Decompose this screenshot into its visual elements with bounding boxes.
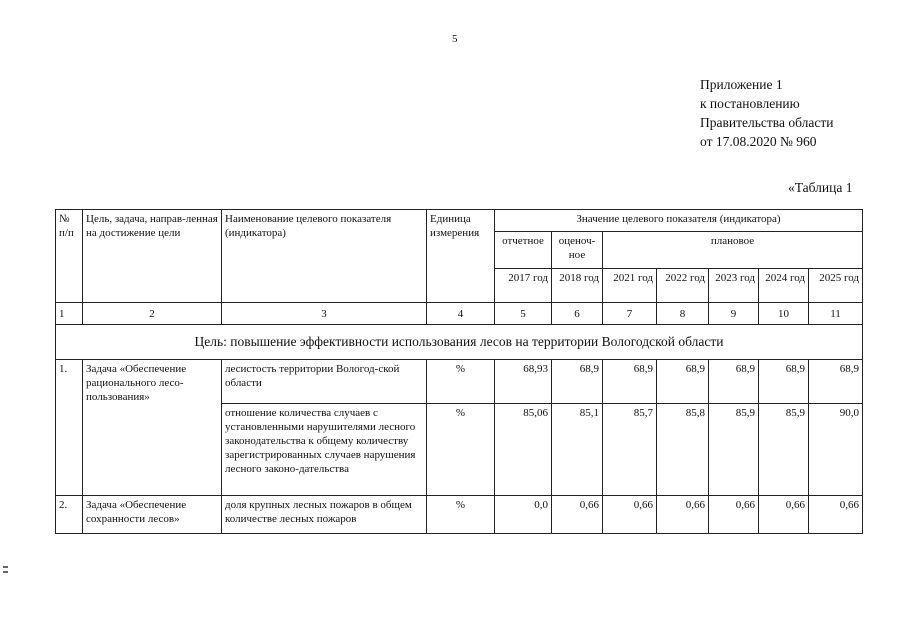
task-name: Задача «Обеспечение сохранности лесов»	[83, 496, 222, 534]
indicator-value: 85,06	[495, 404, 552, 496]
goal-text: Цель: повышение эффективности использования лесов на территории Вологодской области	[56, 325, 863, 360]
task-number: 2.	[56, 496, 83, 534]
indicator-value: 68,9	[759, 360, 809, 404]
appendix-line: от 17.08.2020 № 960	[700, 134, 817, 149]
column-number: 5	[495, 303, 552, 325]
indicator-value: 68,9	[552, 360, 603, 404]
indicator-value: 68,9	[603, 360, 657, 404]
indicator-name: отношение количества случаев с установленными нарушителями лесного законодательства к общему количеству зарегистрированных случаев нарушения лесного законо-дательства	[222, 404, 427, 496]
goal-row	[56, 325, 863, 360]
indicator-value: 85,9	[709, 404, 759, 496]
indicator-unit: %	[427, 496, 495, 534]
indicator-value: 85,7	[603, 404, 657, 496]
task-name: Задача «Обеспечение рационального лесо-пользования»	[83, 360, 222, 496]
indicator-unit: %	[427, 360, 495, 404]
indicator-value: 90,0	[809, 404, 863, 496]
column-number: 2	[83, 303, 222, 325]
indicator-value: 0,66	[809, 496, 863, 534]
header-year: 2024 год	[759, 269, 809, 303]
column-number: 9	[709, 303, 759, 325]
table-row	[56, 496, 863, 534]
indicator-value: 0,66	[603, 496, 657, 534]
indicator-value: 85,9	[759, 404, 809, 496]
header-goal: Цель, задача, направ-ленная на достижение цели	[83, 210, 222, 303]
indicator-value: 0,0	[495, 496, 552, 534]
table-row	[56, 360, 863, 404]
indicator-value: 0,66	[759, 496, 809, 534]
column-number: 4	[427, 303, 495, 325]
indicator-unit: %	[427, 404, 495, 496]
header-num: № п/п	[56, 210, 83, 303]
appendix-line: к постановлению	[700, 96, 800, 111]
scan-edge-mark	[3, 566, 8, 568]
indicator-value: 0,66	[657, 496, 709, 534]
indicator-value: 68,9	[709, 360, 759, 404]
scan-edge-mark	[3, 571, 8, 573]
column-number: 6	[552, 303, 603, 325]
column-number: 1	[56, 303, 83, 325]
header-reported: отчетное	[495, 232, 552, 269]
indicator-name: лесистость территории Вологод-ской области	[222, 360, 427, 404]
indicator-value: 68,93	[495, 360, 552, 404]
indicator-value: 68,9	[809, 360, 863, 404]
header-year: 2018 год	[552, 269, 603, 303]
target-indicators-table	[55, 209, 863, 534]
appendix-line: Приложение 1	[700, 77, 783, 92]
header-planned: плановое	[603, 232, 863, 269]
column-number: 8	[657, 303, 709, 325]
table-label: «Таблица 1	[788, 180, 853, 195]
header-row	[56, 210, 863, 232]
appendix-line: Правительства области	[700, 115, 834, 130]
header-year: 2021 год	[603, 269, 657, 303]
indicator-value: 0,66	[552, 496, 603, 534]
indicator-value: 68,9	[657, 360, 709, 404]
column-number: 11	[809, 303, 863, 325]
indicator-name: доля крупных лесных пожаров в общем количестве лесных пожаров	[222, 496, 427, 534]
header-estimated: оценоч-ное	[552, 232, 603, 269]
appendix-header	[700, 75, 833, 151]
column-number: 3	[222, 303, 427, 325]
column-number: 7	[603, 303, 657, 325]
header-year: 2022 год	[657, 269, 709, 303]
header-year: 2025 год	[809, 269, 863, 303]
indicator-value: 85,1	[552, 404, 603, 496]
column-number-row	[56, 303, 863, 325]
page-number: 5	[452, 33, 458, 45]
task-number: 1.	[56, 360, 83, 496]
header-year: 2023 год	[709, 269, 759, 303]
header-indicator: Наименование целевого показателя (индикатора)	[222, 210, 427, 303]
column-number: 10	[759, 303, 809, 325]
header-unit: Единица измерения	[427, 210, 495, 303]
header-year: 2017 год	[495, 269, 552, 303]
header-value: Значение целевого показателя (индикатора)	[495, 210, 863, 232]
indicator-value: 0,66	[709, 496, 759, 534]
indicator-value: 85,8	[657, 404, 709, 496]
